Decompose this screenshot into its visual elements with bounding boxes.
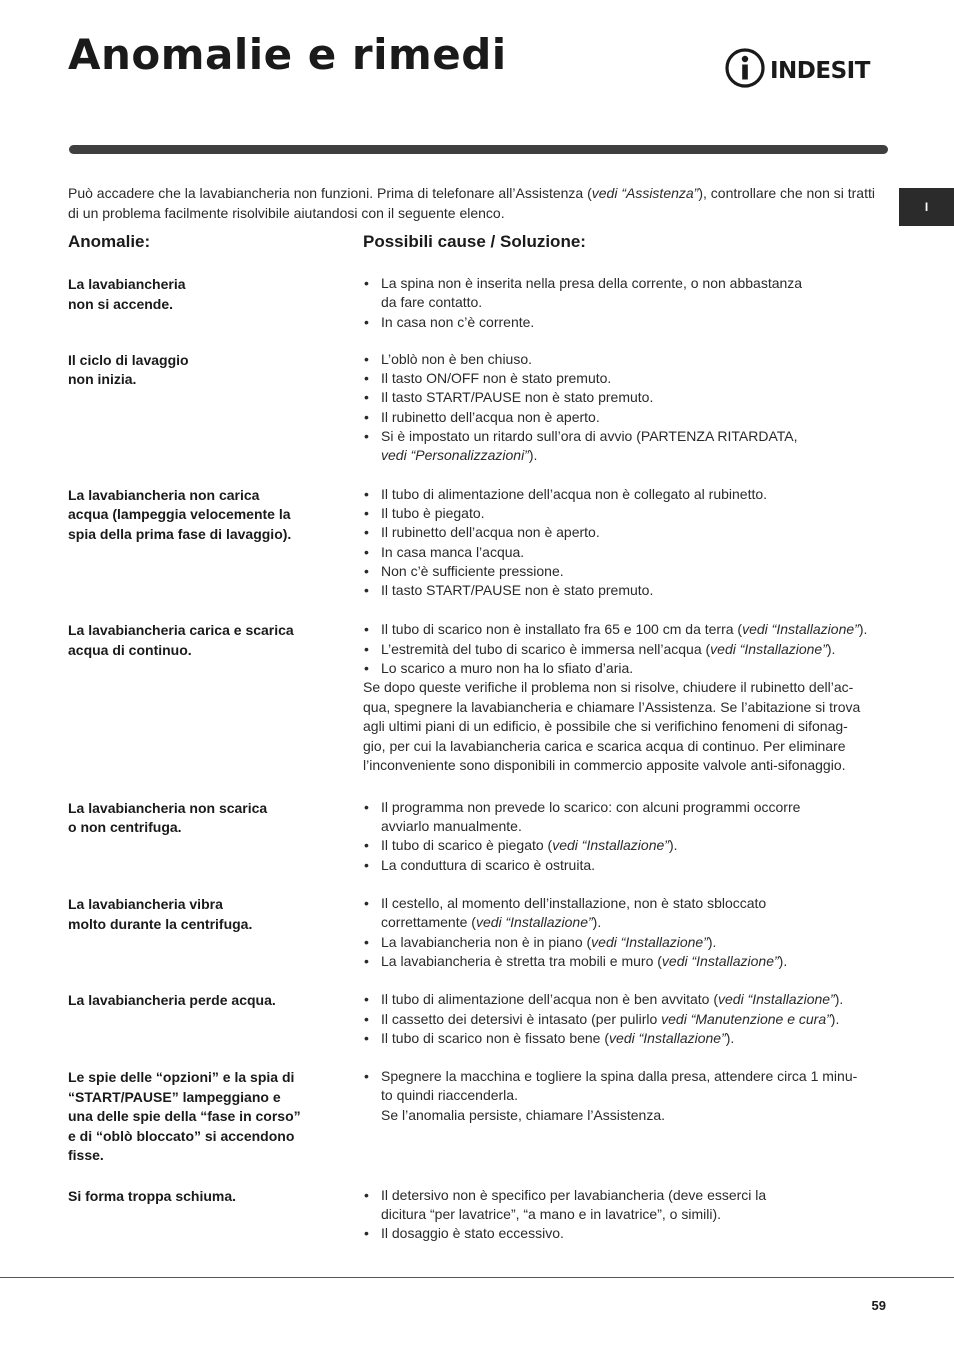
cause-item [363, 523, 886, 542]
cause-item [363, 369, 886, 388]
text-run: Può accadere che la lavabiancheria non funzioni. Prima di telefonare all’Assistenza ( [68, 185, 592, 201]
anomaly-line: La lavabiancheria non scarica [68, 799, 268, 816]
text-run: Il detersivo non è specifico per lavabiancheria (deve esserci la [381, 1186, 767, 1203]
cross-reference: vedi “Installazione” [661, 952, 779, 969]
cause-item [363, 1010, 886, 1029]
text-run: L’estremità del tubo di scarico è immersa nell’acqua ( [381, 640, 711, 657]
text-run: La lavabiancheria non è in piano ( [381, 933, 592, 950]
text-run: to quindi riaccenderla. [381, 1087, 518, 1104]
cause-item [363, 1224, 886, 1243]
text-run: Il dosaggio è stato eccessivo. [381, 1225, 564, 1242]
note-line: gio, per cui la lavabiancheria carica e scarica acqua di continuo. Per eliminare [363, 737, 846, 754]
text-run: ). [592, 914, 602, 931]
text-run: La lavabiancheria è stretta tra mobili e muro ( [381, 952, 662, 969]
cause-item [363, 933, 886, 952]
troubleshooting-row [68, 485, 888, 601]
anomaly-line: acqua di continuo. [68, 641, 192, 658]
cause-item [363, 485, 886, 504]
note-line: Se dopo queste verifiche il problema non si risolve, chiudere il rubinetto dell’ac- [363, 679, 854, 696]
troubleshooting-row [68, 798, 888, 875]
anomaly-label [68, 894, 336, 971]
text-run: Si è impostato un ritardo sull’ora di avvio (PARTENZA RITARDATA, [381, 428, 798, 445]
intro-paragraph [68, 183, 884, 223]
anomaly-line: Si forma troppa schiuma. [68, 1187, 237, 1204]
text-run: ). [830, 1010, 840, 1027]
troubleshooting-row [68, 1067, 888, 1166]
text-run: Il tubo è piegato. [381, 504, 485, 521]
troubleshooting-row [68, 1186, 888, 1244]
troubleshooting-row [68, 620, 888, 775]
cause-item [363, 1067, 886, 1125]
anomaly-label [68, 1067, 336, 1166]
cause-list [363, 620, 886, 678]
text-run: Il tubo di scarico è piegato ( [381, 837, 553, 854]
text-run: ). [834, 991, 844, 1008]
troubleshooting-row [68, 894, 888, 971]
anomaly-label [68, 485, 336, 601]
brand-name: INDESIT [770, 58, 870, 84]
cross-reference: vedi “Installazione” [742, 621, 859, 638]
anomaly-line: acqua (lampeggia velocemente la [68, 506, 291, 523]
text-run: Lo scarico a muro non ha lo sfiato d’aria. [381, 660, 634, 677]
text-run: La spina non è inserita nella presa della corrente, o non abbastanza [381, 275, 803, 291]
anomaly-line: La lavabiancheria [68, 276, 186, 292]
cause-list [363, 894, 886, 971]
text-run: Il cestello, al momento dell’installazione, non è stato sbloccato [381, 895, 767, 912]
text-run: Il rubinetto dell’acqua non è aperto. [381, 524, 600, 541]
cause-item [363, 620, 886, 639]
anomaly-label [68, 798, 336, 875]
cause-item [363, 562, 886, 581]
cause-item [363, 408, 886, 427]
cause-list [363, 485, 886, 601]
header-divider-bar [69, 145, 888, 154]
cause-list [363, 798, 886, 875]
text-run: Il rubinetto dell’acqua non è aperto. [381, 408, 600, 425]
cause-item [363, 581, 886, 600]
page-number: 59 [871, 1298, 886, 1313]
text-run: In casa non c’è corrente. [381, 313, 535, 330]
troubleshooting-row [68, 350, 888, 466]
text-run: Il programma non prevede lo scarico: con alcuni programmi occorre [381, 798, 801, 815]
causes-block [363, 990, 886, 1048]
cause-list [363, 274, 886, 332]
text-run: ). [707, 933, 717, 950]
text-run: Spegnere la macchina e togliere la spina dalla presa, attendere circa 1 minu- [381, 1068, 858, 1085]
anomaly-line: spia della prima fase di lavaggio). [68, 525, 292, 542]
text-run: Il tubo di alimentazione dell’acqua non è collegato al rubinetto. [381, 485, 768, 502]
cause-item [363, 504, 886, 523]
anomaly-line: “START/PAUSE” lampeggiano e [68, 1088, 281, 1105]
anomaly-line: La lavabiancheria non carica [68, 486, 260, 503]
cause-list [363, 1067, 886, 1125]
cause-list [363, 990, 886, 1048]
causes-block [363, 1186, 886, 1244]
text-run: ). [826, 640, 836, 657]
cross-reference: vedi “Installazione” [609, 1029, 726, 1046]
anomalies-header: Anomalie: [68, 232, 151, 251]
text-run: L’oblò non è ben chiuso. [381, 350, 533, 367]
text-run: avviarlo manualmente. [381, 818, 522, 835]
cause-item [363, 350, 886, 369]
text-run: ). [528, 447, 538, 464]
cause-note [363, 678, 886, 776]
anomaly-line: Il ciclo di lavaggio [68, 351, 189, 368]
anomaly-line: molto durante la centrifuga. [68, 915, 253, 932]
anomaly-line: e di “oblò bloccato” si accendono [68, 1127, 295, 1144]
cause-item [363, 990, 886, 1009]
cause-item [363, 836, 886, 855]
causes-block [363, 274, 886, 332]
page-title: Anomalie e rimedi [68, 30, 507, 79]
cause-list [363, 1186, 886, 1244]
text-run: Il cassetto dei detersivi è intasato (per pulirlo [381, 1010, 662, 1027]
cause-item [363, 798, 886, 837]
anomaly-label [68, 620, 336, 775]
cause-item [363, 274, 886, 313]
text-run: Il tubo di alimentazione dell’acqua non è ben avvitato ( [381, 991, 718, 1008]
anomaly-label [68, 274, 336, 332]
text-run: correttamente ( [381, 914, 476, 931]
cause-item [363, 1186, 886, 1225]
cause-item [363, 543, 886, 562]
cause-item [363, 388, 886, 407]
indesit-logo [724, 47, 886, 89]
footer-divider [0, 1277, 954, 1278]
text-run: da fare contatto. [381, 294, 483, 311]
note-line: l’inconveniente sono disponibili in commercio apposite valvole anti-sifonaggio. [363, 757, 846, 774]
anomaly-label [68, 1186, 336, 1244]
text-run: Il tubo di scarico non è fissato bene ( [381, 1029, 610, 1046]
anomaly-label [68, 990, 336, 1048]
text-run: ), controllare che non si tratti di un problema facilmente risolvibile aiutandosi con il seguente elenco. [68, 185, 875, 221]
text-run: Il tasto ON/OFF non è stato premuto. [381, 370, 612, 387]
text-run: La conduttura di scarico è ostruita. [381, 856, 596, 873]
cause-list [363, 350, 886, 466]
anomaly-line: una delle spie della “fase in corso” [68, 1108, 301, 1125]
troubleshooting-row [68, 990, 888, 1048]
cross-reference: vedi “Assistenza” [591, 185, 699, 201]
text-run: Se l’anomalia persiste, chiamare l’Assistenza. [381, 1106, 666, 1123]
troubleshooting-list [68, 274, 888, 1244]
cross-reference: vedi “Installazione” [591, 933, 708, 950]
anomaly-line: non si accende. [68, 295, 174, 312]
cross-reference: vedi “Manutenzione e cura” [661, 1010, 831, 1027]
cause-item [363, 427, 886, 466]
anomaly-line: Le spie delle “opzioni” e la spia di [68, 1069, 295, 1086]
anomaly-line: La lavabiancheria vibra [68, 896, 223, 913]
causes-block [363, 620, 886, 775]
note-line: agli ultimi piani di un edificio, è possibile che si verifichino fenomeni di sifonag- [363, 718, 848, 735]
cross-reference: vedi “Installazione” [718, 991, 835, 1008]
cause-item [363, 894, 886, 933]
cross-reference: vedi “Personalizzazioni” [381, 447, 529, 464]
anomaly-line: o non centrifuga. [68, 819, 182, 836]
text-run: ). [858, 621, 868, 638]
cross-reference: vedi “Installazione” [552, 837, 669, 854]
causes-block [363, 350, 886, 466]
cause-item [363, 1029, 886, 1048]
cause-item [363, 313, 886, 332]
cause-item [363, 640, 886, 659]
text-run: ). [778, 952, 788, 969]
cause-item [363, 856, 886, 875]
text-run: ). [668, 837, 678, 854]
text-run: Non c’è sufficiente pressione. [381, 562, 564, 579]
text-run: Il tasto START/PAUSE non è stato premuto. [381, 582, 654, 599]
cross-reference: vedi “Installazione” [475, 914, 593, 931]
anomaly-line: non inizia. [68, 371, 137, 388]
text-run: ). [725, 1029, 735, 1046]
anomaly-line: La lavabiancheria perde acqua. [68, 992, 276, 1009]
cause-item [363, 952, 886, 971]
anomaly-label [68, 350, 336, 466]
cause-item [363, 659, 886, 678]
note-line: qua, spegnere la lavabiancheria e chiamare l’Assistenza. Se l’abitazione si trova [363, 698, 861, 715]
cross-reference: vedi “Installazione” [710, 640, 827, 657]
language-tab: I [899, 188, 954, 226]
text-run: Il tubo di scarico non è installato fra 65 e 100 cm da terra ( [381, 621, 743, 638]
causes-block [363, 798, 886, 875]
anomaly-line: fisse. [68, 1147, 104, 1164]
troubleshooting-row [68, 274, 888, 332]
causes-block [363, 485, 886, 601]
text-run: dicitura “per lavatrice”, “a mano e in lavatrice”, o simili). [381, 1205, 721, 1222]
causes-header: Possibili cause / Soluzione: [363, 232, 586, 251]
indesit-logo-icon [724, 47, 886, 89]
text-run: Il tasto START/PAUSE non è stato premuto. [381, 389, 654, 406]
text-run: In casa manca l’acqua. [381, 543, 525, 560]
causes-block [363, 1067, 886, 1166]
anomaly-line: La lavabiancheria carica e scarica [68, 622, 294, 639]
causes-block [363, 894, 886, 971]
